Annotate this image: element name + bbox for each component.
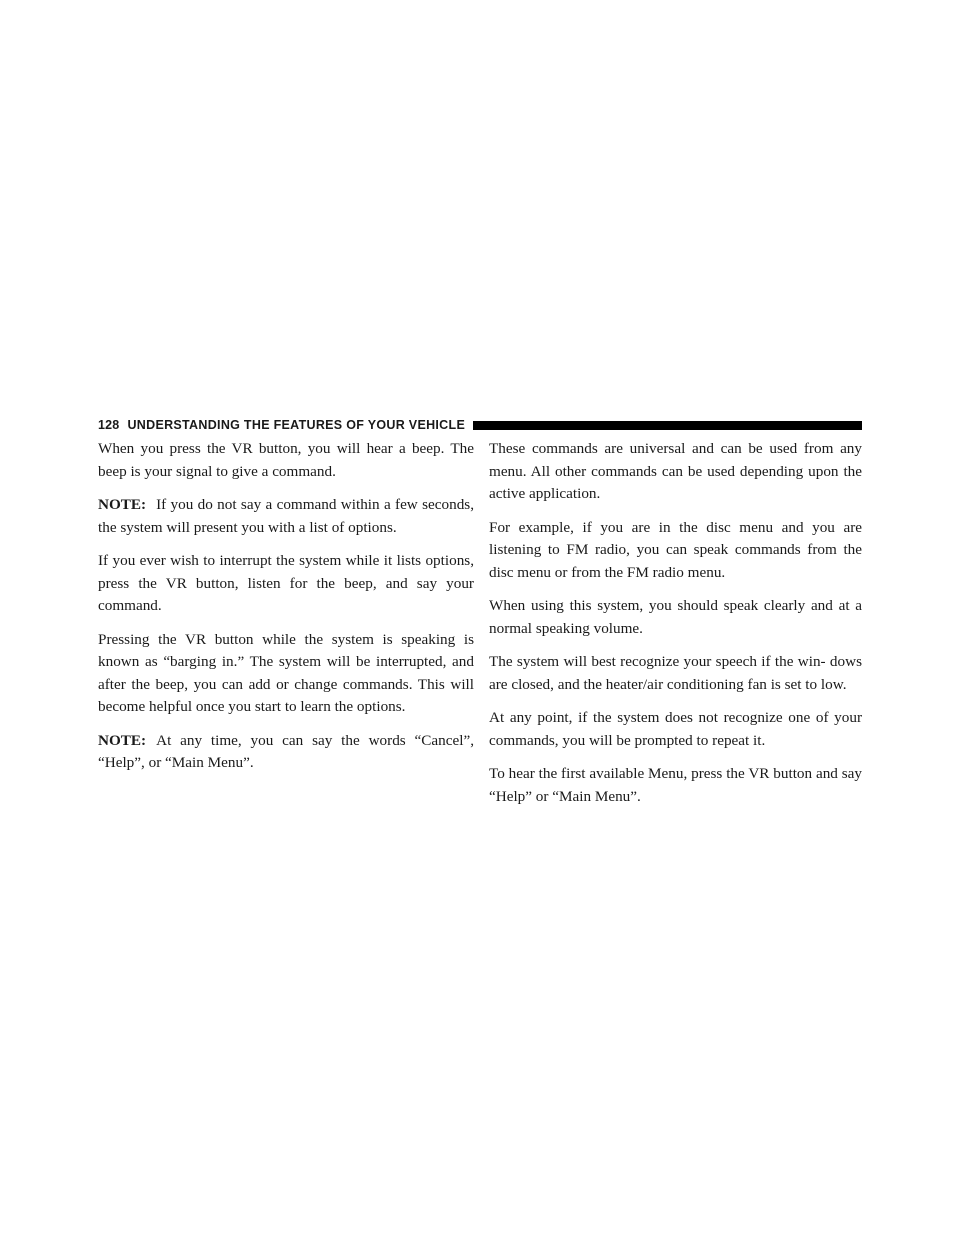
paragraph: If you ever wish to interrupt the system while it lists options, press the VR button, listen for the beep, and say your command. (98, 552, 474, 614)
paragraph: At any point, if the system does not recognize one of your commands, you will be prompted to repeat it. (489, 709, 862, 749)
note-paragraph (98, 730, 474, 775)
header-rule (473, 421, 862, 430)
note-label: NOTE: (98, 496, 147, 513)
paragraph: These commands are universal and can be used from any menu. All other commands can be used depending upon the active application. (489, 440, 862, 502)
paragraph: To hear the first available Menu, press the VR button and say “Help” or “Main Menu”. (489, 765, 862, 805)
page-header (98, 416, 862, 434)
left-column (98, 438, 474, 786)
note-label: NOTE: (98, 731, 147, 749)
paragraph: The system will best recognize your speech if the win- dows are closed, and the heater/air conditioning fan is set to low. (489, 653, 862, 693)
section-title: UNDERSTANDING THE FEATURES OF YOUR VEHICLE (127, 418, 466, 432)
right-column (489, 438, 862, 819)
paragraph: For example, if you are in the disc menu and you are listening to FM radio, you can speak commands from the disc menu or from the FM radio menu. (489, 518, 862, 581)
page-number: 128 (98, 418, 120, 432)
paragraph: When using this system, you should speak clearly and at a normal speaking volume. (489, 597, 862, 637)
note-text: At any time, you can say the words “Cancel”, “Help”, or “Main Menu”. (98, 731, 474, 771)
paragraph: When you press the VR button, you will hear a beep. The beep is your signal to give a command. (98, 440, 474, 480)
note-paragraph (98, 494, 474, 539)
note-text: If you do not say a command within a few seconds, the system will present you with a list of options. (98, 496, 474, 536)
paragraph: Pressing the VR button while the system is speaking is known as “barging in.” The system will be interrupted, and after the beep, you can add or change commands. This will become helpful once you start to learn the options. (98, 630, 474, 715)
